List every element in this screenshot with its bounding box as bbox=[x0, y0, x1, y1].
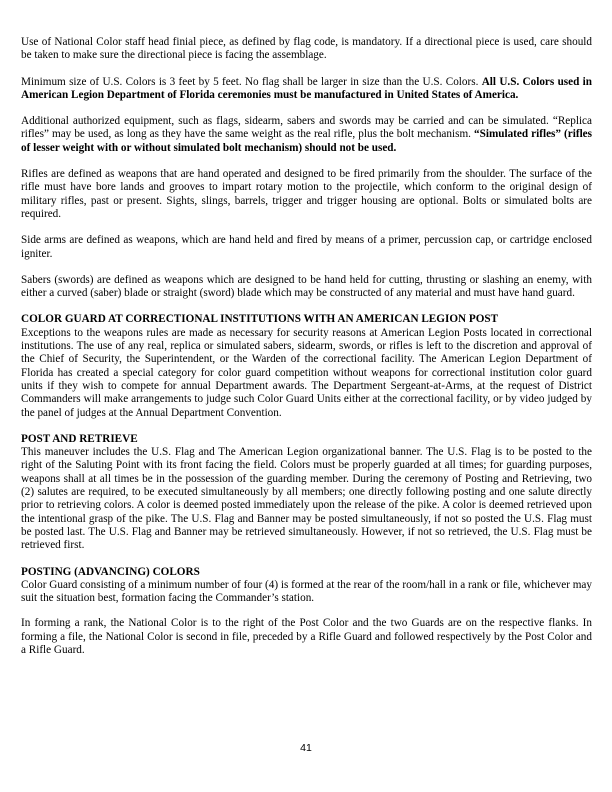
section-body: Exceptions to the weapons rules are made as necessary for security reasons at American Legion Posts located in correctional institutions. The use of any real, replica or simulated sabers, sidearm, swords, or rifles is left to the discretion and approval of the Chief of Security, the Superintendent, or the Warden of the correctional facility. The American Legion Department of Florida has created a special category for color guard competition without weapons for correctional institution color guard units if they wish to compete for annual Department awards. The Department Sergeant-at-Arms, at the request of District Commanders will make arrangements to judge such Color Guard Units either at the correctional facility, or by video judged by the panel of judges at the Annual Department Convention. bbox=[21, 326, 592, 419]
paragraph-flag-size bbox=[21, 76, 592, 103]
paragraph-equipment bbox=[21, 115, 592, 155]
document-page bbox=[21, 36, 592, 670]
paragraph-forming bbox=[21, 617, 592, 657]
paragraph-text: Rifles are defined as weapons that are hand operated and designed to be fired primarily from the shoulder. The surface of the rifle must have bore lands and grooves to impart rotary motion to the projectile, which conform to the original design of military rifles, past or present. Sights, slings, barrels, trigger and trigger housing are optional. Bolts or simulated bolts are required. bbox=[21, 168, 592, 220]
paragraph-rifles bbox=[21, 168, 592, 221]
section-body: This maneuver includes the U.S. Flag and The American Legion organizational banner. The U.S. Flag is to be posted to the right of the Saluting Point with its front facing the field. Colors must be properly guarded at all times; for guarding purposes, weapons shall at all times be in the possession of the guarding member. During the ceremony of Posting and Retrieving, two (2) salutes are required, to be executed simultaneously by all members; one directly following posting and one salute directly prior to retrieving colors. A color is deemed posted immediately upon the release of the pike. A color is deemed retrieved upon the intentional grasp of the pike. The U.S. Flag and Banner may be posted simultaneously, if not so posted the U.S. Flag must be posted last. The U.S. Flag and Banner may be retrieved simultaneously. However, if not so retrieved, the U.S. Flag must be retrieved first. bbox=[21, 446, 592, 552]
page-number: 41 bbox=[300, 742, 312, 754]
paragraph-text: Additional authorized equipment, such as flags, sidearm, sabers and swords may be carried and can be simulated. “Replica rifles” may be used, as long as they have the same weight as the real rifle, plus the bolt mechanism. bbox=[21, 115, 592, 141]
paragraph-side-arms bbox=[21, 234, 592, 261]
paragraph-text: Minimum size of U.S. Colors is 3 feet by 5 feet. No flag shall be larger in size than the U.S. Colors. bbox=[21, 75, 482, 88]
section-heading: COLOR GUARD AT CORRECTIONAL INSTITUTIONS WITH AN AMERICAN LEGION POST bbox=[21, 313, 499, 326]
paragraph-text: Sabers (swords) are defined as weapons which are designed to be hand held for cutting, thrusting or slashing an enemy, with either a curved (saber) blade or straight (sword) blade which may be constructed of any material and must have hand guard. bbox=[21, 273, 592, 300]
section-body: Color Guard consisting of a minimum number of four (4) is formed at the rear of the room/hall in a rank or file, whichever may suit the situation best, formation facing the Commander’s station. bbox=[21, 578, 592, 605]
section-correctional bbox=[21, 313, 592, 419]
section-post-retrieve bbox=[21, 433, 592, 553]
paragraph-bold-text: “Simulated rifles” (rifles of lesser weight with or without simulated bolt mechanism) should not be used. bbox=[21, 128, 592, 154]
paragraph-bold-text: All U.S. Colors used in American Legion Department of Florida ceremonies must be manufactured in United States of America. bbox=[21, 75, 592, 101]
paragraph-text: Side arms are defined as weapons, which are hand held and fired by means of a primer, percussion cap, or cartridge enclosed igniter. bbox=[21, 234, 592, 260]
paragraph-text: Use of National Color staff head finial piece, as defined by flag code, is mandatory. If a directional piece is used, care should be taken to make sure the directional piece is facing the assemblage. bbox=[21, 36, 592, 62]
paragraph-sabers bbox=[21, 274, 592, 301]
section-posting bbox=[21, 566, 592, 606]
section-heading: POST AND RETRIEVE bbox=[21, 432, 138, 445]
paragraph-finial bbox=[21, 36, 592, 63]
paragraph-text: In forming a rank, the National Color is to the right of the Post Color and the two Guards are on the respective flanks. In forming a file, the National Color is second in file, preceded by a Rifle Guard and followed respectively by the Post Color and a Rifle Guard. bbox=[21, 617, 592, 656]
section-heading: POSTING (ADVANCING) COLORS bbox=[21, 565, 200, 578]
